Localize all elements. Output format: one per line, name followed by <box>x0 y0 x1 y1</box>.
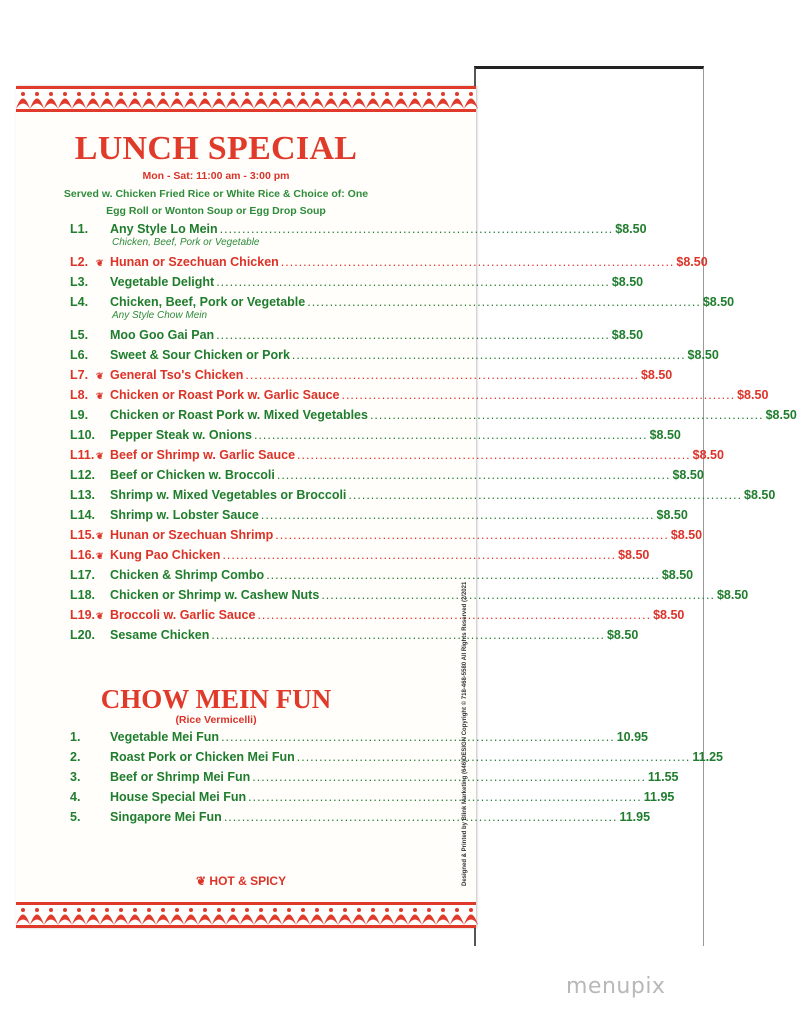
item-number: L5. <box>70 328 89 342</box>
chili-pepper-icon: ❦ <box>96 451 104 461</box>
chow-mein-fun-subtitle: (Rice Vermicelli) <box>175 714 257 726</box>
copyright-notice: Designed & Printed by Blink Marketing (646)DESIGN Copyright © 718-468-5580 All Rights Reserved (2/2021 <box>462 581 468 886</box>
item-name: General Tso's Chicken <box>110 368 244 382</box>
item-number: L11. <box>70 448 95 462</box>
chili-pepper-icon: ❦ <box>96 391 104 401</box>
item-price: $8.50 <box>716 588 749 602</box>
menu-item-row <box>70 368 673 386</box>
item-name: Moo Goo Gai Pan <box>110 328 215 342</box>
item-number: L12. <box>70 468 96 482</box>
dot-leader: ........................................................................................ <box>248 790 642 804</box>
dot-leader: ........................................................................................ <box>297 448 691 462</box>
item-price: $8.50 <box>661 568 694 582</box>
decorative-border-top <box>16 86 476 112</box>
menu-item-row <box>70 348 719 366</box>
item-price: $8.50 <box>606 628 639 642</box>
item-price: $8.50 <box>765 408 797 422</box>
dot-leader: ........................................................................................ <box>257 608 652 622</box>
item-price: 11.55 <box>647 770 679 784</box>
dot-leader: ........................................................................................ <box>276 468 671 482</box>
item-name: Beef or Chicken w. Broccoli <box>110 468 275 482</box>
item-name: Shrimp w. Lobster Sauce <box>110 508 259 522</box>
lunch-hours: Mon - Sat: 11:00 am - 3:00 pm <box>142 170 290 182</box>
item-price: $8.50 <box>649 428 681 442</box>
menu-item-row <box>70 608 685 626</box>
item-number: 1. <box>70 730 81 744</box>
item-name: Any Style Lo Mein <box>110 222 218 236</box>
served-with-line-2: Egg Roll or Wonton Soup or Egg Drop Soup <box>106 205 326 217</box>
item-price: $8.50 <box>656 508 688 522</box>
item-name: Pepper Steak w. Onions <box>110 428 252 442</box>
item-name: Roast Pork or Chicken Mei Fun <box>110 750 295 764</box>
dot-leader: ........................................................................................ <box>253 428 648 442</box>
item-number: L19. <box>70 608 96 622</box>
decorative-border-bottom <box>16 902 476 928</box>
item-price: $8.50 <box>692 448 724 462</box>
item-name: Vegetable Delight <box>110 275 215 289</box>
item-number: L9. <box>70 408 89 422</box>
dot-leader: ........................................................................................ <box>341 388 736 402</box>
item-number: L10. <box>70 428 96 442</box>
item-number: 3. <box>70 770 81 784</box>
menu-item-row <box>70 508 688 526</box>
served-with-line-1: Served w. Chicken Fried Rice or White Rice & Choice of: One <box>63 188 369 200</box>
item-price: $8.50 <box>687 348 719 362</box>
dot-leader: ........................................................................................ <box>280 255 675 269</box>
menu-item-row <box>70 770 679 788</box>
dot-leader: ........................................................................................ <box>321 588 715 602</box>
item-number: L2. <box>70 255 89 269</box>
item-price: $8.50 <box>653 608 685 622</box>
item-number: L17. <box>70 568 96 582</box>
menu-item-row <box>70 730 648 748</box>
item-price: $8.50 <box>615 222 647 236</box>
menu-item-row <box>70 388 769 406</box>
item-price: $8.50 <box>611 328 644 342</box>
lunch-special-title: LUNCH SPECIAL <box>74 130 358 167</box>
item-name: Beef or Shrimp w. Garlic Sauce <box>110 448 296 462</box>
menu-item-row <box>70 810 651 828</box>
item-number: 2. <box>70 750 81 764</box>
menu-item-row <box>70 568 694 586</box>
item-name: Chicken or Roast Pork w. Mixed Vegetables <box>110 408 368 422</box>
dot-leader: ........................................................................................ <box>348 488 743 502</box>
item-price: $8.50 <box>640 368 673 382</box>
item-price: $8.50 <box>744 488 776 502</box>
item-name: Kung Pao Chicken <box>110 548 221 562</box>
item-name: Broccoli w. Garlic Sauce <box>110 608 256 622</box>
menu-item-row <box>70 548 650 566</box>
dot-leader: ........................................................................................ <box>245 368 639 382</box>
item-price: $8.50 <box>618 548 650 562</box>
item-name: Singapore Mei Fun <box>110 810 222 824</box>
item-number: L8. <box>70 388 89 402</box>
item-name: Sesame Chicken <box>110 628 210 642</box>
dot-leader: ........................................................................................ <box>216 328 610 342</box>
item-price: $8.50 <box>676 255 708 269</box>
item-number: L1. <box>70 222 89 236</box>
chili-pepper-icon: ❦ <box>96 611 104 621</box>
item-name: Hunan or Szechuan Shrimp <box>110 528 274 542</box>
menu-item-row <box>70 528 703 546</box>
hot-spicy-legend <box>196 874 286 888</box>
chili-pepper-icon: ❦ <box>96 531 104 541</box>
menu-item-row <box>70 750 723 768</box>
dot-leader: ........................................................................................ <box>260 508 655 522</box>
item-name: Sweet & Sour Chicken or Pork <box>110 348 290 362</box>
item-price: $8.50 <box>611 275 644 289</box>
chili-pepper-icon: ❦ <box>196 874 207 888</box>
menu-item-row <box>70 588 749 606</box>
dot-leader: ........................................................................................ <box>307 295 701 309</box>
menu-item-row <box>70 408 797 426</box>
item-number: L18. <box>70 588 96 602</box>
item-number: L14. <box>70 508 96 522</box>
dot-leader: ........................................................................................ <box>216 275 610 289</box>
item-name: Beef or Shrimp Mei Fun <box>110 770 251 784</box>
dot-leader: ........................................................................................ <box>222 548 617 562</box>
menu-item-row <box>70 488 776 506</box>
item-name: Chicken or Shrimp w. Cashew Nuts <box>110 588 320 602</box>
item-price: 11.25 <box>692 750 723 764</box>
dot-leader: ........................................................................................ <box>221 730 615 744</box>
item-number: 4. <box>70 790 81 804</box>
dot-leader: ........................................................................................ <box>369 408 764 422</box>
item-number: L16. <box>70 548 96 562</box>
dot-leader: ........................................................................................ <box>291 348 686 362</box>
dot-leader: ........................................................................................ <box>252 770 646 784</box>
dot-leader: ........................................................................................ <box>296 750 691 764</box>
item-price: 11.95 <box>643 790 675 804</box>
item-price: $8.50 <box>672 468 704 482</box>
item-note: Any Style Chow Mein <box>112 310 208 321</box>
menu-item-row <box>70 428 681 446</box>
item-price: $8.50 <box>670 528 703 542</box>
dot-leader: ........................................................................................ <box>266 568 660 582</box>
dot-leader: ........................................................................................ <box>275 528 669 542</box>
item-note: Chicken, Beef, Pork or Vegetable <box>112 237 260 248</box>
menu-page <box>16 86 797 928</box>
menu-item-row <box>70 255 708 273</box>
item-price: 11.95 <box>619 810 651 824</box>
menu-item-row <box>70 468 704 486</box>
menupix-watermark: menupix <box>566 974 666 999</box>
item-name: Hunan or Szechuan Chicken <box>110 255 279 269</box>
menu-item-row <box>70 275 644 293</box>
item-number: L4. <box>70 295 89 309</box>
menu-item-row <box>70 328 644 346</box>
item-name: Chicken & Shrimp Combo <box>110 568 265 582</box>
item-name: Chicken, Beef, Pork or Vegetable <box>110 295 306 309</box>
item-number: L3. <box>70 275 89 289</box>
dot-leader: ........................................................................................ <box>223 810 618 824</box>
item-number: L20. <box>70 628 96 642</box>
item-number: L7. <box>70 368 89 382</box>
item-number: L6. <box>70 348 89 362</box>
chili-pepper-icon: ❦ <box>96 371 104 381</box>
chili-pepper-icon: ❦ <box>96 551 104 561</box>
chow-mein-fun-title: CHOW MEIN FUN <box>100 684 332 714</box>
item-number: L13. <box>70 488 96 502</box>
item-number: 5. <box>70 810 81 824</box>
item-name: Shrimp w. Mixed Vegetables or Broccoli <box>110 488 347 502</box>
item-name: Chicken or Roast Pork w. Garlic Sauce <box>110 388 340 402</box>
menu-item-row <box>70 448 724 466</box>
item-number: L15. <box>70 528 96 542</box>
item-price: $8.50 <box>737 388 769 402</box>
item-price: 10.95 <box>616 730 648 744</box>
menu-item-row <box>70 790 675 808</box>
item-price: $8.50 <box>702 295 735 309</box>
hot-spicy-label: HOT & SPICY <box>209 874 287 888</box>
item-name: House Special Mei Fun <box>110 790 247 804</box>
dot-leader: ........................................................................................ <box>219 222 614 236</box>
dot-leader: ........................................................................................ <box>211 628 605 642</box>
item-name: Vegetable Mei Fun <box>110 730 220 744</box>
chili-pepper-icon: ❦ <box>96 258 104 268</box>
menu-item-row <box>70 628 639 646</box>
